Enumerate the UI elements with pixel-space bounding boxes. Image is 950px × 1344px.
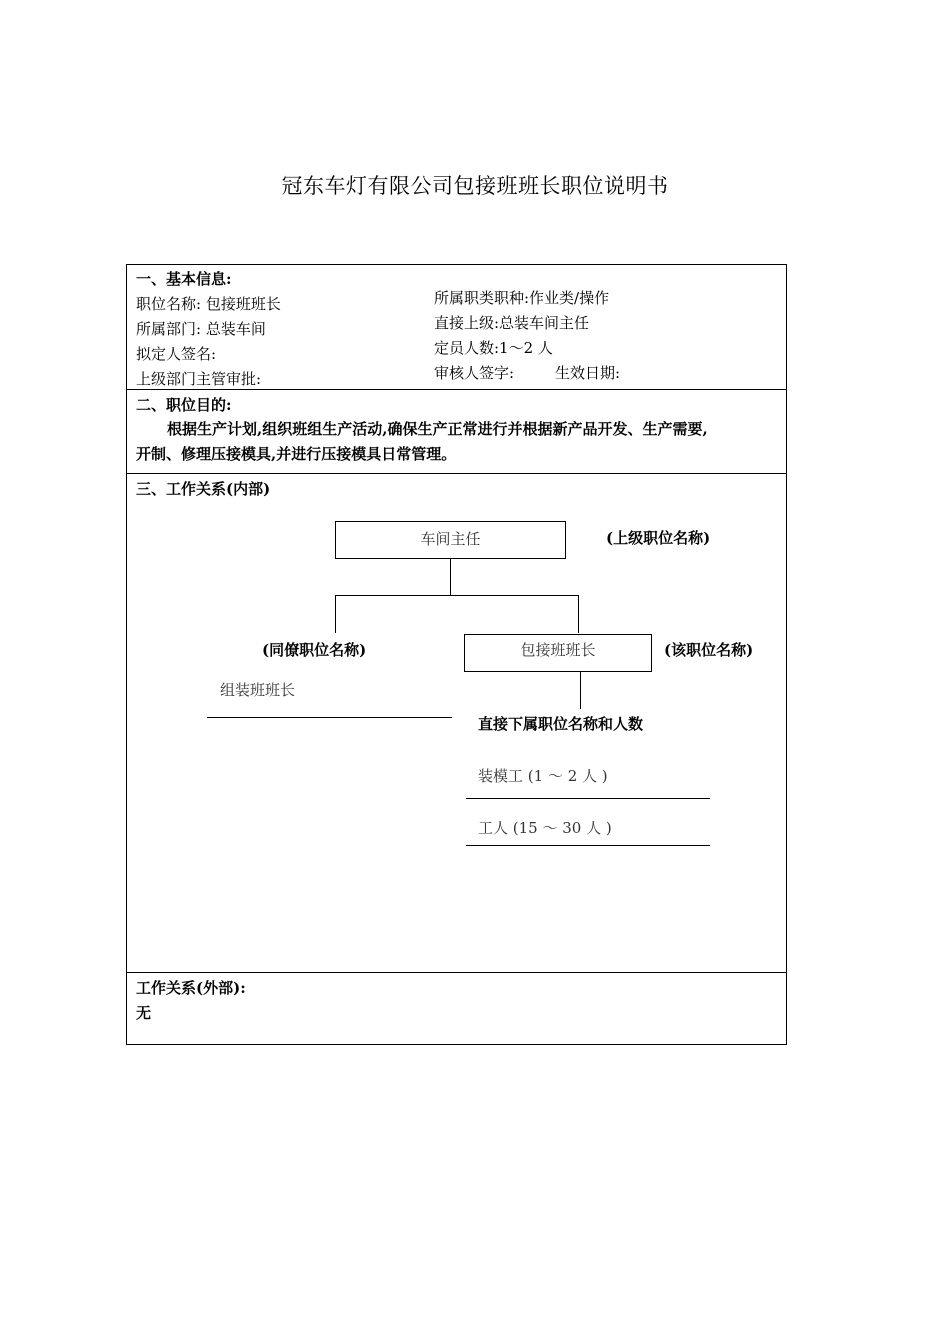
divider: [127, 972, 786, 973]
reviewer-signature: 审核人签字:: [434, 364, 515, 382]
purpose-heading: 二、职位目的:: [136, 396, 232, 414]
self-position-label: (该职位名称): [664, 641, 754, 659]
direct-superior: 直接上级:总装车间主任: [434, 314, 590, 332]
effective-date: 生效日期:: [555, 364, 621, 382]
peer-label: (同僚职位名称): [262, 641, 367, 659]
divider: [127, 389, 786, 390]
job-category: 所属职类职种:作业类/操作: [434, 289, 610, 307]
underline: [466, 798, 710, 799]
position-name: 职位名称: 包接班班长: [136, 295, 281, 313]
department: 所属部门: 总装车间: [136, 320, 266, 338]
purpose-text-line2: 开制、修理压接模具,并进行压接模具日常管理。: [136, 445, 457, 463]
headcount: 定员人数:1～2 人: [434, 339, 553, 357]
external-relations-heading: 工作关系(外部):: [136, 979, 246, 997]
external-relations-value: 无: [136, 1004, 152, 1022]
purpose-text-line1: 根据生产计划,组织班组生产活动,确保生产正常进行并根据新产品开发、生产需要,: [167, 420, 708, 438]
divider: [127, 473, 786, 474]
superior-label: (上级职位名称): [606, 529, 711, 547]
subordinate-item: 装模工 (1 ～ 2 人 ): [478, 767, 608, 785]
underline: [466, 845, 710, 846]
self-position-box: 包接班班长: [464, 634, 652, 672]
internal-relations-heading: 三、工作关系(内部): [136, 480, 271, 498]
underline: [207, 717, 452, 718]
connector-line: [450, 559, 451, 596]
subordinate-label: 直接下属职位名称和人数: [478, 715, 644, 733]
drafter-signature: 拟定人签名:: [136, 345, 217, 363]
basic-info-heading: 一、基本信息:: [136, 270, 232, 288]
superior-box: 车间主任: [335, 521, 566, 559]
connector-line: [335, 595, 336, 633]
subordinate-item: 工人 (15 ～ 30 人 ): [478, 819, 612, 837]
connector-line: [580, 672, 581, 709]
connector-line: [335, 595, 579, 596]
document-title: 冠东车灯有限公司包接班班长职位说明书: [281, 174, 669, 198]
connector-line: [578, 595, 579, 633]
superior-approval: 上级部门主管审批:: [136, 370, 262, 388]
job-description-table: [126, 264, 787, 1045]
peer-position: 组装班班长: [220, 681, 296, 699]
